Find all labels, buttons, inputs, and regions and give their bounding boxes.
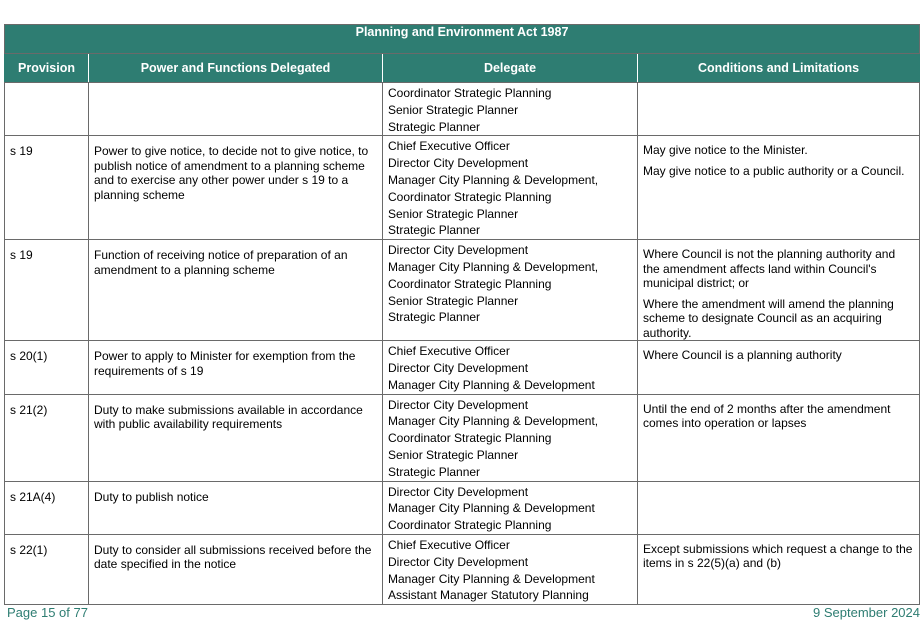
- delegate-item: Director City Development: [388, 360, 529, 375]
- delegate-item: Senior Strategic Planner: [388, 102, 519, 117]
- delegate-item: Director City Development: [388, 243, 529, 258]
- provision-cell: s 21A(4): [5, 481, 89, 534]
- provision-cell: s 22(1): [5, 534, 89, 604]
- delegation-table: [4, 24, 920, 605]
- act-title: Planning and Environment Act 1987: [5, 25, 920, 54]
- table-row: [5, 83, 920, 136]
- condition-text: Except submissions which request a change to the items in s 22(5)(a) and (b): [643, 541, 913, 571]
- provision-cell: s 19: [5, 240, 89, 341]
- delegate-cell: [383, 341, 638, 394]
- delegate-item: Director City Development: [388, 484, 529, 499]
- provision-cell: s 21(2): [5, 394, 89, 481]
- table-row: [5, 341, 920, 394]
- delegate-item: Coordinator Strategic Planning: [388, 86, 552, 100]
- conditions-cell: [638, 83, 920, 136]
- delegate-item: Manager City Planning & Development: [388, 501, 595, 516]
- power-cell: Duty to consider all submissions received before the date specified in the notice: [89, 534, 383, 604]
- condition-text: Where Council is a planning authority: [643, 348, 842, 363]
- delegate-item: Strategic Planner: [388, 119, 481, 134]
- delegate-cell: [383, 136, 638, 240]
- power-cell: Function of receiving notice of preparation of an amendment to a planning scheme: [89, 240, 383, 341]
- column-header-power: Power and Functions Delegated: [89, 54, 383, 83]
- table-row: [5, 136, 920, 240]
- delegate-item: Director City Development: [388, 554, 529, 569]
- table-row: [5, 481, 920, 534]
- delegate-cell: [383, 240, 638, 341]
- conditions-cell: [638, 136, 920, 240]
- conditions-cell: [638, 240, 920, 341]
- delegate-item: Manager City Planning & Development: [388, 377, 595, 392]
- delegate-item: Senior Strategic Planner: [388, 293, 519, 308]
- delegate-item: Manager City Planning & Development: [388, 571, 595, 586]
- condition-text: May give notice to a public authority or a Council.: [643, 163, 905, 178]
- column-header-provision: Provision: [5, 54, 89, 83]
- power-cell: Power to give notice, to decide not to give notice, to publish notice of amendment to a planning scheme and to exercise any other power under s 19 to a planning scheme: [89, 136, 383, 240]
- delegate-item: Strategic Planner: [388, 464, 481, 479]
- provision-cell: s 19: [5, 136, 89, 240]
- column-header-conditions: Conditions and Limitations: [638, 54, 920, 83]
- power-cell: Power to apply to Minister for exemption from the requirements of s 19: [89, 341, 383, 394]
- delegate-item: Manager City Planning & Development,: [388, 259, 599, 274]
- delegate-item: Chief Executive Officer: [388, 139, 510, 154]
- condition-text: Until the end of 2 months after the amendment comes into operation or lapses: [643, 401, 891, 431]
- conditions-cell: [638, 341, 920, 394]
- delegate-item: Senior Strategic Planner: [388, 447, 519, 462]
- page-number: Page 15 of 77: [7, 605, 88, 620]
- delegate-cell: [383, 534, 638, 604]
- delegate-item: Coordinator Strategic Planning: [388, 518, 552, 533]
- delegate-item: Strategic Planner: [388, 310, 481, 325]
- power-cell: [89, 83, 383, 136]
- delegate-item: Manager City Planning & Development,: [388, 414, 599, 429]
- column-header-delegate: Delegate: [383, 54, 638, 83]
- provision-cell: [5, 83, 89, 136]
- table-row: [5, 534, 920, 604]
- delegate-item: Director City Development: [388, 397, 529, 412]
- delegate-item: Strategic Planner: [388, 223, 481, 238]
- condition-text: Where the amendment will amend the planning scheme to designate Council as an acquiring authority.: [643, 296, 894, 340]
- delegate-cell: [383, 394, 638, 481]
- delegate-item: Director City Development: [388, 156, 529, 171]
- delegate-item: Chief Executive Officer: [388, 344, 510, 359]
- table-row: [5, 240, 920, 341]
- condition-text: May give notice to the Minister.: [643, 143, 808, 158]
- delegate-cell: [383, 481, 638, 534]
- conditions-cell: [638, 394, 920, 481]
- provision-cell: s 20(1): [5, 341, 89, 394]
- power-cell: Duty to publish notice: [89, 481, 383, 534]
- delegate-item: Senior Strategic Planner: [388, 206, 519, 221]
- power-cell: Duty to make submissions available in accordance with public availability requirements: [89, 394, 383, 481]
- delegate-cell: [383, 83, 638, 136]
- delegate-item: Coordinator Strategic Planning: [388, 431, 552, 446]
- document-date: 9 September 2024: [813, 605, 920, 620]
- conditions-cell: [638, 534, 920, 604]
- delegate-item: Coordinator Strategic Planning: [388, 276, 552, 291]
- delegate-item: Coordinator Strategic Planning: [388, 189, 552, 204]
- delegate-item: Chief Executive Officer: [388, 537, 510, 552]
- delegate-item: Assistant Manager Statutory Planning: [388, 588, 589, 603]
- conditions-cell: [638, 481, 920, 534]
- condition-text: Where Council is not the planning authority and the amendment affects land within Council's municipal district; or: [643, 247, 896, 291]
- table-row: [5, 394, 920, 481]
- delegate-item: Manager City Planning & Development,: [388, 172, 599, 187]
